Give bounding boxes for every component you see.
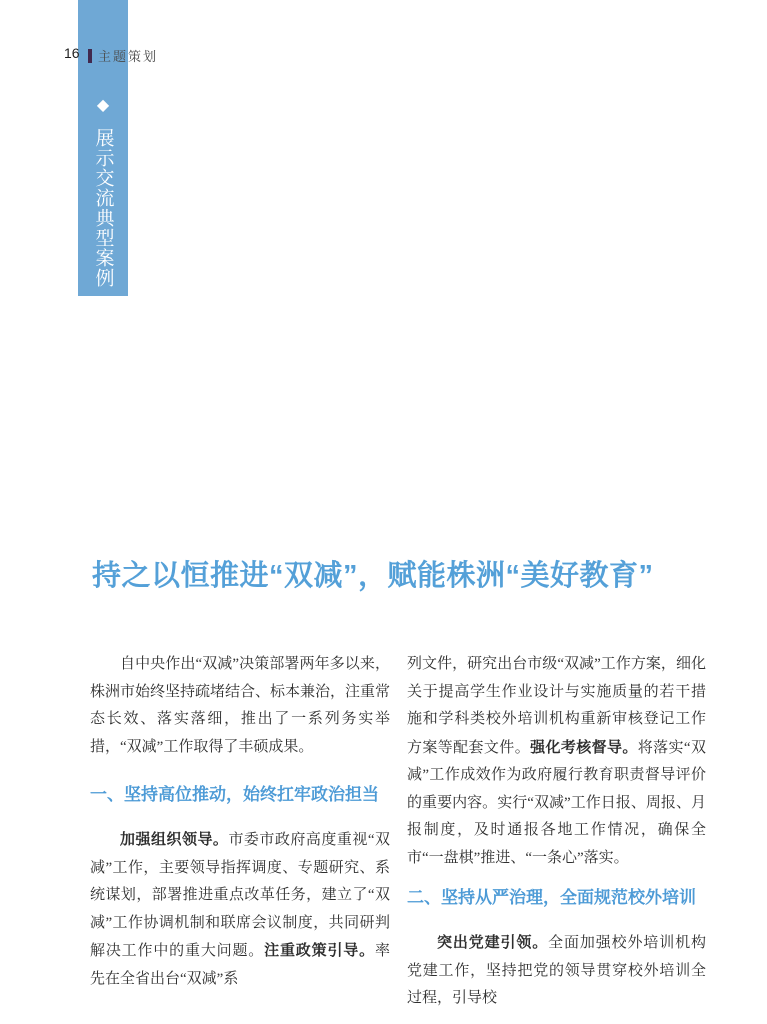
section-label-bar [88,49,92,63]
bold-lead: 突出党建引领。 [437,934,549,951]
sidebar-vertical-label: 展示交流典型案例 [92,128,114,288]
section1-heading: 一、坚持高位推动，始终扛牢政治担当 [90,785,379,804]
section1-paragraph [90,826,390,993]
section2-heading: 二、坚持从严治理，全面规范校外培训 [407,888,696,907]
sidebar-tab [78,0,128,296]
body-text: 率先在全省出台“双减”系 [90,943,390,987]
body-text: 列文件，研究出台市级“双减”工作方案，细化关于提高学生作业设计与实施质量的若干措施和学科类校外培训机构重新审核登记工作方案等配套文件。 [407,656,706,756]
diamond-icon: ◆ [96,97,110,114]
article-title: 持之以恒推进“双减”，赋能株洲“美好教育” [92,560,654,592]
body-text: 市委市政府高度重视“双减”工作，主要领导指挥调度、专题研究、系统谋划，部署推进重点改革任务，建立了“双减”工作协调机制和联席会议制度，共同研判解决工作中的重大问题。 [90,832,390,959]
bold-lead: 注重政策引导。 [264,942,375,959]
bold-lead: 强化考核督导。 [530,738,638,756]
page-number: 16 [64,45,80,61]
column-left [90,651,390,993]
section2-paragraph [407,929,706,1013]
body-text: 将落实“双减”工作成效作为政府履行教育职责督导评价的重要内容。实行“双减”工作日报、周报、月报制度，及时通报各地工作情况，确保全市“一盘棋”推进、“一条心”落实。 [407,739,706,866]
body-text: 全面加强校外培训机构党建工作，坚持把党的领导贯穿校外培训全过程，引导校 [407,935,706,1006]
column-right [407,651,706,1013]
section-label: 主题策划 [98,49,159,64]
section1-continued-paragraph [407,651,706,872]
bold-lead: 加强组织领导。 [120,831,229,848]
section-label-group [88,46,158,65]
intro-paragraph: 自中央作出“双减”决策部署两年多以来，株洲市始终坚持疏堵结合、标本兼治，注重常态长效、落实落细，推出了一系列务实举措，“双减”工作取得了丰硕成果。 [90,656,391,755]
